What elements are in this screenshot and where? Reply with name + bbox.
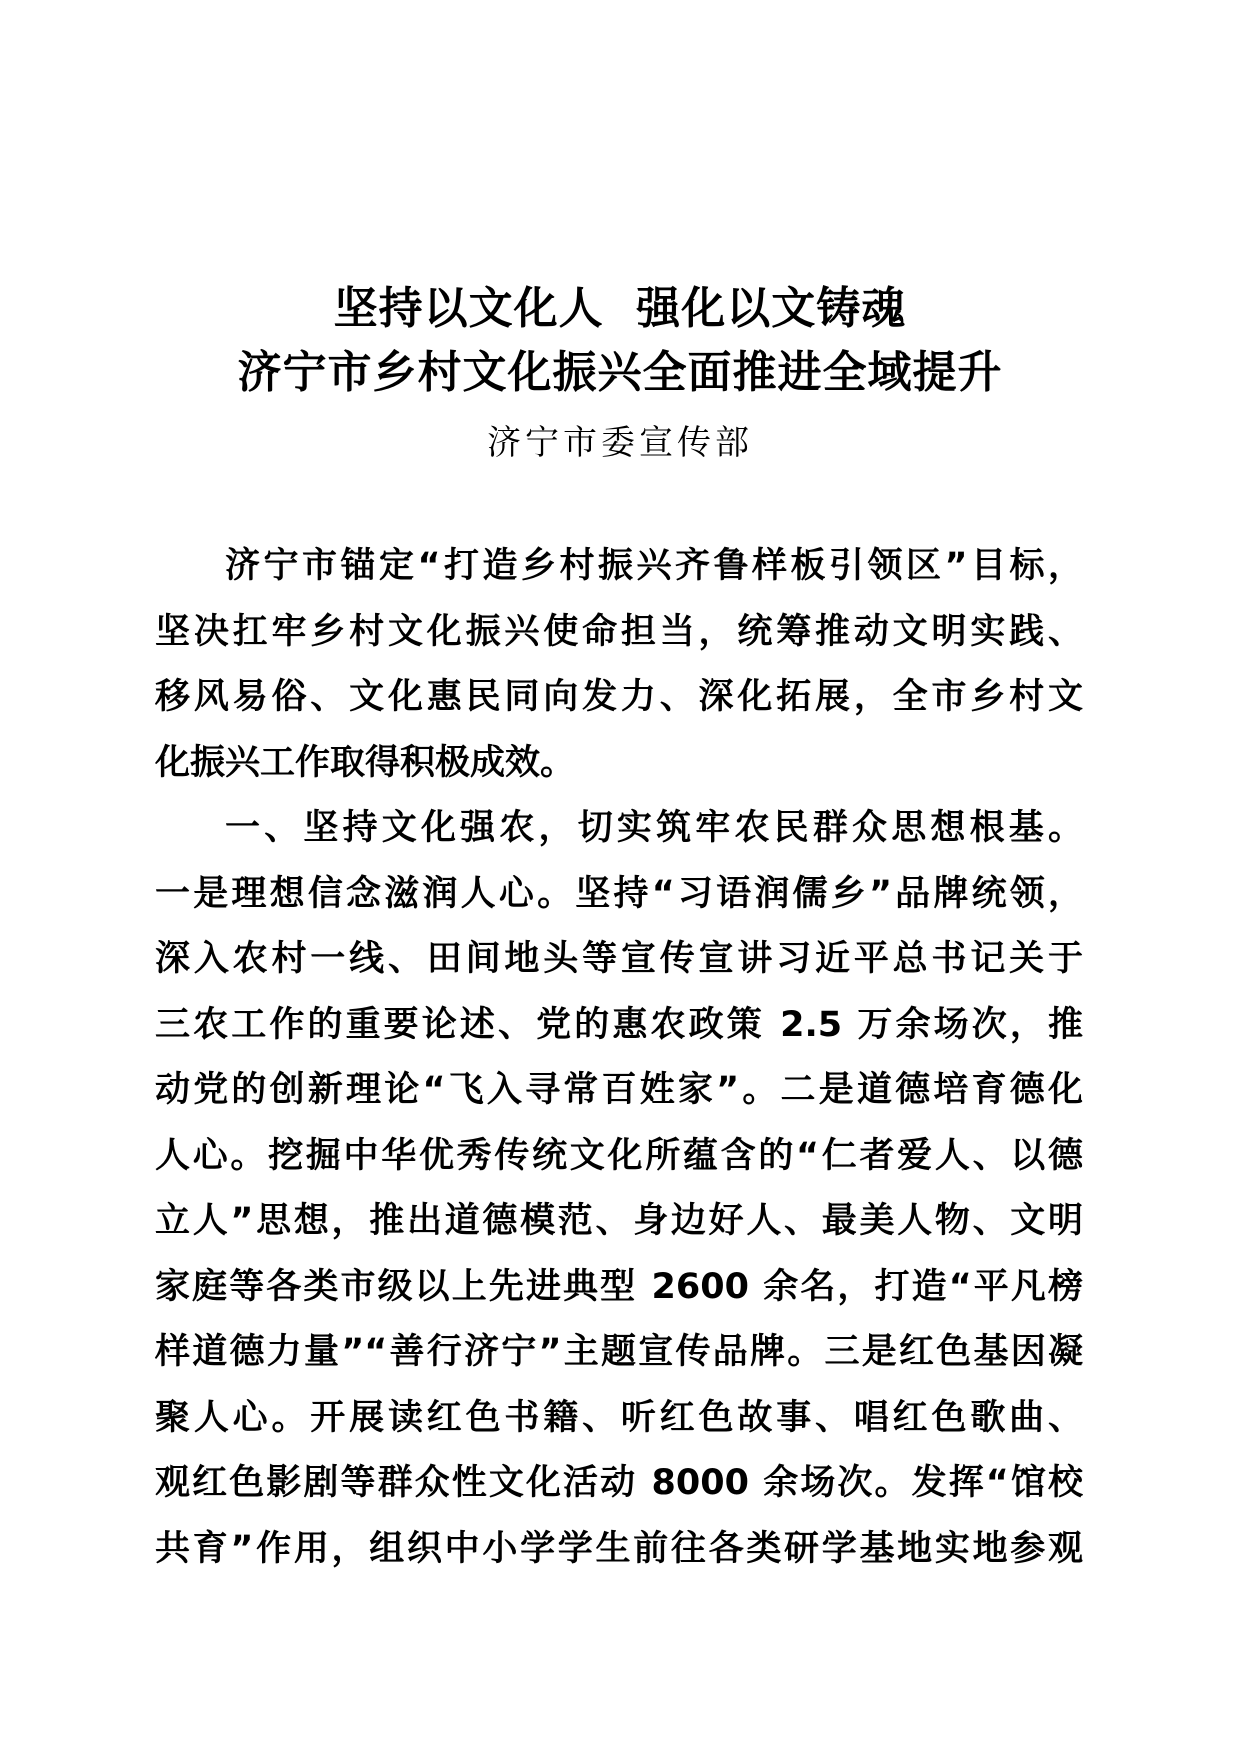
body-line: 深入农村一线、田间地头等宣传宣讲习近平总书记关于 xyxy=(155,939,1083,979)
body-line: 坚决扛牢乡村文化振兴使命担当，统筹推动文明实践、 xyxy=(155,611,1083,652)
body-line: 三农工作的重要论述、党的惠农政策 2.5 万余场次，推 xyxy=(155,1004,1083,1045)
body-line: 移风易俗、文化惠民同向发力、深化拓展，全市乡村文 xyxy=(155,677,1083,717)
body-line: 立人”思想，推出道德模范、身边好人、最美人物、文明 xyxy=(155,1201,1083,1241)
body-line: 观红色影剧等群众性文化活动 8000 余场次。发挥“馆校 xyxy=(155,1463,1083,1503)
body-line: 样道德力量”“善行济宁”主题宣传品牌。三是红色基因凝 xyxy=(155,1332,1083,1372)
body-line: 动党的创新理论“飞入寻常百姓家”。二是道德培育德化 xyxy=(155,1070,1083,1110)
body-line: 化振兴工作取得积极成效。 xyxy=(155,742,576,783)
body-line: 家庭等各类市级以上先进典型 2600 余名，打造“平凡榜 xyxy=(155,1266,1083,1307)
document-title-line-1: 坚持以文化人 强化以文铸魂 xyxy=(333,283,907,334)
body-line: 一是理想信念滋润人心。坚持“习语润儒乡”品牌统领， xyxy=(155,873,1083,914)
body-line: 共育”作用，组织中小学学生前往各类研学基地实地参观 xyxy=(155,1528,1083,1569)
document-author: 济宁市委宣传部 xyxy=(487,423,753,463)
body-line: 人心。挖掘中华优秀传统文化所蕴含的“仁者爱人、以德 xyxy=(155,1135,1083,1176)
document-title-line-2: 济宁市乡村文化振兴全面推进全域提升 xyxy=(237,347,1003,398)
body-line: 聚人心。开展读红色书籍、听红色故事、唱红色歌曲、 xyxy=(155,1397,1083,1438)
section-heading: 一、坚持文化强农，切实筑牢农民群众思想根基。 xyxy=(225,808,1083,848)
body-line: 济宁市锚定“打造乡村振兴齐鲁样板引领区”目标， xyxy=(225,546,1083,586)
document-body xyxy=(155,534,1083,1582)
